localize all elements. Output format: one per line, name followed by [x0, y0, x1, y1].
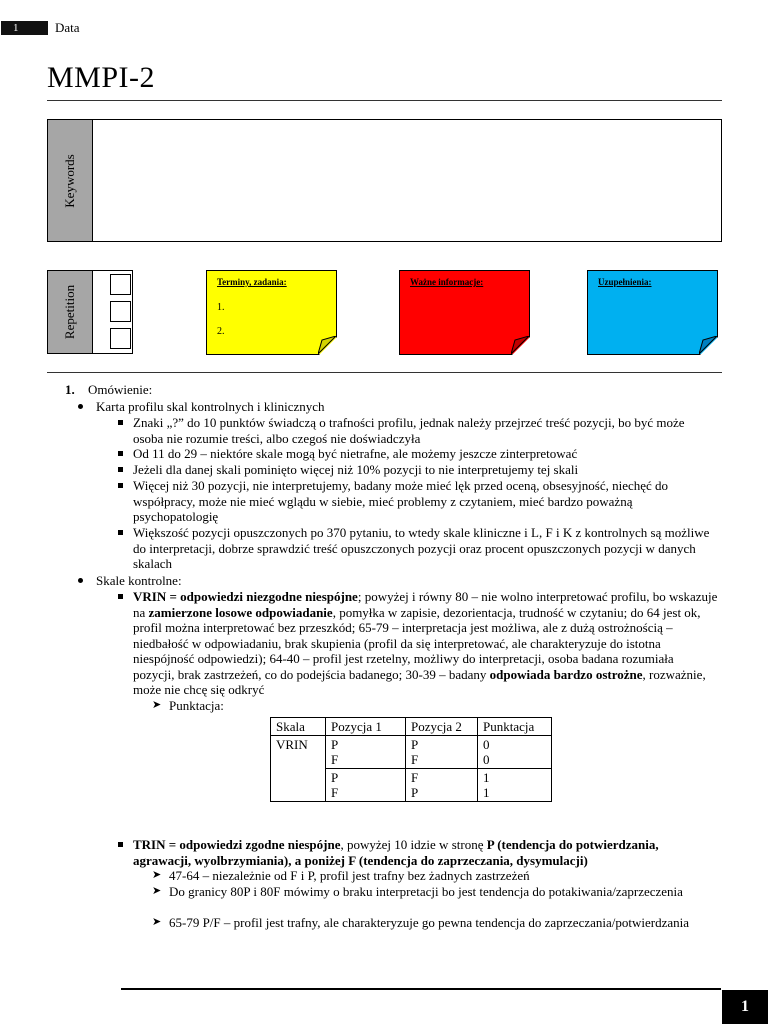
title-divider: [47, 100, 722, 101]
cell-value: F: [411, 770, 419, 785]
sub-bullet-text: Więcej niż 30 pozycji, nie interpretujemy, badany może mieć lęk przed oceną, obsesyjność, niechęć do współpracy, może nie mieć wglądu w siebie, mieć problemy z czytaniem, mieć bardzo poważną psychopatologię: [133, 478, 669, 524]
sub-bullet-text: Większość pozycji opuszczonych po 370 pytaniu, to wtedy skale kliniczne i L, F i K z kontrolnych są możliwe do interpretacji, dobrze sprawdzić treść opuszczonych pozycji oraz procent opuszczonych pozycji w danych skalach: [133, 525, 710, 571]
square-bullet-icon: [118, 842, 123, 847]
square-bullet-icon: [118, 467, 123, 472]
cell-value: F: [331, 752, 339, 767]
arrow-bullet-icon: ➤: [152, 869, 162, 881]
cell-value: 0: [483, 752, 490, 767]
table-header-row: [271, 718, 552, 736]
cell-value: F: [411, 752, 419, 767]
table-cell-scale: VRIN: [271, 736, 326, 802]
cell-value: P: [331, 770, 339, 785]
square-bullet-icon: [118, 594, 123, 599]
repetition-checkbox-1[interactable]: [110, 274, 131, 295]
table-header-cell: Skala: [271, 718, 326, 736]
repetition-box: [47, 270, 133, 354]
repetition-checkbox-2[interactable]: [110, 301, 131, 322]
keywords-tab: [48, 120, 93, 241]
bullet-dot-icon: [78, 404, 83, 409]
square-bullet-icon: [118, 530, 123, 535]
square-bullet-icon: [118, 451, 123, 456]
square-bullet-icon: [118, 483, 123, 488]
cell-value: 1: [483, 770, 490, 785]
note-tasks-line-2: 2.: [217, 326, 225, 337]
note-tasks-line-1: 1.: [217, 302, 225, 313]
bullet-text: Karta profilu skal kontrolnych i klinicznych: [96, 399, 325, 414]
arrow-bullet-icon: ➤: [152, 699, 162, 711]
vrin-emphasis-2: odpowiada bardzo ostrożne: [489, 666, 643, 682]
note-supplements[interactable]: [587, 270, 718, 355]
arrow-bullet-text: 47-64 – niezależnie od F i P, profil jest trafny bez żadnych zastrzeżeń: [169, 868, 530, 883]
table-cell: [478, 769, 552, 802]
page-title: MMPI-2: [47, 61, 156, 94]
trin-term: TRIN = odpowiedzi zgodne niespójne: [133, 837, 341, 852]
vrin-term: VRIN = odpowiedzi niezgodne niespójne: [133, 589, 358, 604]
arrow-bullet-text: Do granicy 80P i 80F mówimy o braku interpretacji bo jest tendencja do potakiwania/zaprzeczenia: [169, 884, 683, 899]
bullet-text: Skale kontrolne:: [96, 573, 182, 588]
table-row: [271, 736, 552, 769]
table-header-cell: Pozycja 2: [406, 718, 478, 736]
trin-text-1: , powyżej 10 idzie w stronę: [340, 837, 487, 852]
page-tab: 1: [1, 21, 48, 35]
cell-value: P: [411, 737, 419, 752]
vrin-emphasis-1: zamierzone losowe odpowiadanie: [148, 604, 333, 620]
cell-value: P: [331, 737, 339, 752]
cell-value: P: [411, 785, 419, 800]
arrow-bullet-icon: ➤: [152, 916, 162, 928]
table-cell: [326, 769, 406, 802]
page-curl-icon: [511, 336, 529, 354]
list-number: 1.: [65, 382, 75, 397]
section-label: Data: [55, 20, 80, 35]
arrow-bullet-icon: ➤: [152, 885, 162, 897]
sub-bullet-text: Od 11 do 29 – niektóre skale mogą być nietrafne, ale możemy jeszcze zinterpretować: [133, 446, 578, 461]
table-cell: [326, 736, 406, 769]
table-cell: [406, 736, 478, 769]
note-supplements-title: Uzupełnienia:: [598, 277, 652, 287]
keywords-box[interactable]: [47, 119, 722, 242]
table-header-cell: Pozycja 1: [326, 718, 406, 736]
vrin-text-3: , rozważnie, może nie chcę się odkryć: [133, 666, 706, 697]
table-cell: [406, 769, 478, 802]
arrow-bullet-text: 65-79 P/F – profil jest trafny, ale charakteryzuje go pewna tendencja do zaprzeczania/potwierdzania: [169, 915, 690, 930]
vrin-text-1: ; powyżej i równy 80 – nie wolno interpretować profilu, bo wskazuje na: [133, 589, 718, 620]
table-header-cell: Punktacja: [478, 718, 552, 736]
cell-value: 0: [483, 737, 490, 752]
table-cell: [478, 736, 552, 769]
repetition-label: Repetition: [62, 284, 77, 340]
cell-value: F: [331, 785, 339, 800]
bullet-dot-icon: [78, 578, 83, 583]
scoring-table: [270, 717, 552, 802]
repetition-tab: [48, 271, 93, 353]
cell-value: 1: [483, 785, 490, 800]
trin-description: [133, 837, 718, 868]
note-tasks[interactable]: [206, 270, 337, 355]
repetition-checkbox-3[interactable]: [110, 328, 131, 349]
square-bullet-icon: [118, 420, 123, 425]
trin-emphasis: P (tendencja do potwierdzania, agrawacji, wyolbrzymiania), a poniżej F (tendencja do zaprzeczania, dysymulacji): [133, 837, 659, 868]
vrin-description: [133, 589, 718, 698]
page-number: 1: [722, 990, 768, 1024]
keywords-label: Keywords: [62, 153, 77, 208]
page-curl-icon: [699, 336, 717, 354]
sub-bullet-text: Jeżeli dla danej skali pominięto więcej niż 10% pozycji to nie interpretujemy tej skali: [133, 462, 579, 477]
arrow-bullet-text: Punktacja:: [169, 698, 224, 713]
vrin-text-2: , pomyłka w zapisie, dezorientacja, trudność w czytaniu; do 64 jest ok, profil można interpretować bez przeszkód; 65-79 – interpretacja jest możliwa, ale z dużą ostrożnością – niedbałość w odpowiadaniu, brak skupienia (profil da się interpretować, ale charakteryzuje do istotna niespójność odpowiedzi); 64-40 – profil jest rzetelny, możliwy do interpretacji, osoba badana rozumiała pozycji, brak zastrzeżeń, co do podejścia badanego; 30-39 – badany: [133, 604, 701, 682]
note-tasks-title: Terminy, zadania:: [217, 277, 287, 287]
section-heading: Omówienie:: [88, 382, 153, 397]
sub-bullet-text: Znaki „?” do 10 punktów świadczą o trafności profilu, jednak należy przejrzeć treść pozycji, bo być może osoba nie rozumie treści, albo czegoś nie doświadczyła: [133, 415, 685, 446]
note-important-title: Ważne informacje:: [410, 277, 484, 287]
section-divider: [47, 372, 722, 373]
note-important[interactable]: [399, 270, 530, 355]
footer-divider: [121, 988, 721, 990]
page-curl-icon: [318, 336, 336, 354]
